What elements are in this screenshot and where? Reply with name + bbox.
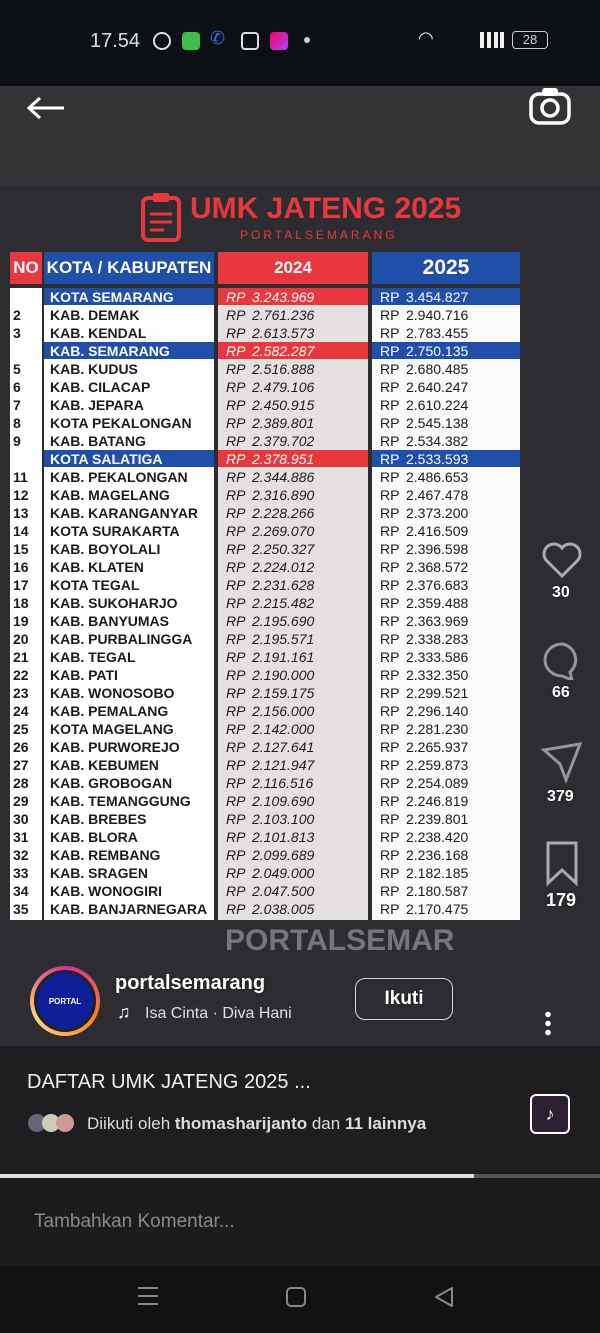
table-row [8, 378, 528, 396]
row-number: 18 [13, 595, 29, 611]
rp-label-2024: RP [226, 649, 246, 665]
battery-icon: 28 [512, 31, 548, 49]
value-2024: 2.195.690 [252, 613, 315, 629]
value-2025: 2.338.283 [406, 631, 469, 647]
table-row [8, 486, 528, 504]
header-2025: 2025 [372, 252, 520, 284]
table-row [8, 702, 528, 720]
value-2025: 2.359.488 [406, 595, 469, 611]
rp-label-2024: RP [226, 847, 246, 863]
watermark: PORTALSEMAR [225, 924, 455, 957]
value-2024: 2.121.947 [252, 757, 315, 773]
row-name: KAB. KARANGANYAR [50, 505, 199, 521]
value-2025: 2.368.572 [406, 559, 469, 575]
row-number: 5 [13, 361, 21, 377]
value-2024: 2.269.070 [252, 523, 315, 539]
value-2025: 2.416.509 [406, 523, 469, 539]
dot-icon [304, 37, 310, 43]
row-name: KAB. REMBANG [50, 847, 161, 863]
row-name: KAB. SRAGEN [50, 865, 149, 881]
rp-label-2025: RP [380, 775, 400, 791]
rp-label-2025: RP [380, 379, 400, 395]
row-number: 14 [13, 523, 29, 539]
home-square-icon[interactable] [285, 1286, 307, 1308]
rp-label-2024: RP [226, 487, 246, 503]
avatar[interactable] [30, 966, 100, 1036]
row-number: 13 [13, 505, 29, 521]
row-number: 24 [13, 703, 29, 719]
umk-table [8, 248, 528, 922]
rp-label-2025: RP [380, 523, 400, 539]
rp-label-2024: RP [226, 901, 246, 917]
music-note-icon: ♫ [117, 1002, 131, 1022]
value-2025: 2.940.716 [406, 307, 469, 323]
rp-label-2024: RP [226, 325, 246, 341]
rp-label-2024: RP [226, 793, 246, 809]
row-number: 11 [13, 469, 28, 485]
rp-label-2024: RP [226, 595, 246, 611]
rp-label-2025: RP [380, 505, 400, 521]
table-row [8, 756, 528, 774]
value-2024: 2.049.000 [252, 865, 315, 881]
value-2024: 2.103.100 [252, 811, 315, 827]
rp-label-2025: RP [380, 649, 400, 665]
value-2024: 2.116.516 [252, 775, 314, 791]
followed-by[interactable] [87, 1114, 426, 1134]
rp-label-2024: RP [226, 577, 246, 593]
rp-label-2025: RP [380, 739, 400, 755]
value-2024: 2.109.690 [252, 793, 315, 809]
row-number: 33 [13, 865, 29, 881]
rp-label-2024: RP [226, 343, 246, 359]
row-name: KAB. SEMARANG [50, 343, 170, 359]
row-number: 22 [13, 667, 29, 683]
value-2024: 2.038.005 [252, 901, 315, 917]
row-name: KAB. WONOGIRI [50, 883, 162, 899]
value-2025: 2.332.350 [406, 667, 469, 683]
rp-label-2025: RP [380, 325, 400, 341]
rp-label-2024: RP [226, 307, 246, 323]
row-number: 34 [13, 883, 29, 899]
row-number: 32 [13, 847, 29, 863]
table-row [8, 594, 528, 612]
rp-label-2025: RP [380, 865, 400, 881]
value-2024: 2.142.000 [252, 721, 315, 737]
rp-label-2025: RP [380, 289, 400, 305]
rp-label-2025: RP [380, 397, 400, 413]
followed-count: 11 lainnya [344, 1114, 427, 1133]
table-row [8, 360, 528, 378]
value-2024: 2.613.573 [252, 325, 315, 341]
value-2024: 2.389.801 [252, 415, 315, 431]
value-2025: 2.396.598 [406, 541, 469, 557]
value-2024: 2.215.482 [252, 595, 315, 611]
row-name: KAB. BLORA [50, 829, 138, 845]
rp-label-2025: RP [380, 685, 400, 701]
row-number: 16 [13, 559, 29, 575]
arrow-left-icon[interactable] [26, 96, 66, 120]
value-2025: 2.783.455 [406, 325, 469, 341]
rp-label-2024: RP [226, 631, 246, 647]
comment-input[interactable] [20, 1204, 580, 1240]
row-name: KOTA PEKALONGAN [50, 415, 192, 431]
rp-label-2024: RP [226, 613, 246, 629]
table-row [8, 540, 528, 558]
row-name: KAB. DEMAK [50, 307, 140, 323]
bookmark-icon[interactable] [544, 840, 580, 886]
table-row [8, 558, 528, 576]
value-2025: 2.182.185 [406, 865, 469, 881]
comment-icon[interactable] [540, 640, 584, 680]
row-name: KAB. PURBALINGGA [50, 631, 193, 647]
table-row [8, 324, 528, 342]
value-2024: 2.099.689 [252, 847, 315, 863]
row-name: KAB. JEPARA [50, 397, 144, 413]
rp-label-2025: RP [380, 721, 400, 737]
rp-label-2024: RP [226, 667, 246, 683]
table-row [8, 882, 528, 900]
rp-label-2025: RP [380, 433, 400, 449]
value-2024: 2.516.888 [252, 361, 315, 377]
value-2025: 2.239.801 [406, 811, 469, 827]
clipboard-icon [140, 192, 184, 242]
rp-label-2024: RP [226, 469, 246, 485]
table-row [8, 306, 528, 324]
music-info[interactable]: Isa Cinta · Diva Hani [145, 1005, 292, 1022]
row-name: KAB. BREBES [50, 811, 147, 827]
value-2025: 2.533.593 [406, 451, 469, 467]
clock: 17.54 [90, 30, 141, 52]
value-2024: 2.047.500 [252, 883, 315, 899]
row-name: KAB. CILACAP [50, 379, 151, 395]
value-2025: 2.299.521 [406, 685, 469, 701]
row-name: KAB. PEKALONGAN [50, 469, 188, 485]
row-name: KAB. KEBUMEN [50, 757, 159, 773]
row-name: KAB. TEGAL [50, 649, 136, 665]
app-bar [0, 86, 600, 186]
value-2025: 2.281.230 [406, 721, 469, 737]
row-number: 31 [13, 829, 29, 845]
value-2024: 2.228.266 [252, 505, 315, 521]
instagram-icon [241, 32, 259, 50]
row-name: KAB. MAGELANG [50, 487, 170, 503]
value-2025: 2.640.247 [406, 379, 469, 395]
row-number: 28 [13, 775, 29, 791]
rp-label-2024: RP [226, 829, 246, 845]
table-row [8, 288, 528, 306]
rp-label-2025: RP [380, 613, 400, 629]
follow-button[interactable]: Ikuti [355, 978, 453, 1020]
row-name: KOTA SALATIGA [50, 451, 163, 467]
value-2024: 2.224.012 [252, 559, 315, 575]
row-number: 10 [13, 451, 29, 467]
wifi-icon: ◠ [418, 28, 434, 48]
camera-icon[interactable] [528, 86, 572, 126]
rp-label-2024: RP [226, 451, 246, 467]
row-name: KAB. SUKOHARJO [50, 595, 178, 611]
table-row [8, 450, 528, 468]
value-2024: 2.159.175 [252, 685, 315, 701]
table-row [8, 684, 528, 702]
rp-label-2025: RP [380, 883, 400, 899]
value-2024: 2.101.813 [252, 829, 315, 845]
row-number: 17 [13, 577, 29, 593]
rp-label-2025: RP [380, 415, 400, 431]
value-2024: 2.344.886 [252, 469, 315, 485]
table-row [8, 792, 528, 810]
table-row [8, 666, 528, 684]
row-name: KAB. BANYUMAS [50, 613, 169, 629]
row-number: 27 [13, 757, 29, 773]
value-2025: 2.236.168 [406, 847, 469, 863]
username[interactable]: portalsemarang [115, 972, 266, 994]
value-2025: 2.259.873 [406, 757, 469, 773]
row-name: KAB. BATANG [50, 433, 146, 449]
table-row [8, 648, 528, 666]
table-row [8, 432, 528, 450]
signal-icon [480, 32, 504, 48]
table-row [8, 414, 528, 432]
shop-app-icon [182, 32, 200, 50]
row-name: KOTA MAGELANG [50, 721, 174, 737]
row-name: KAB. PURWOREJO [50, 739, 180, 755]
rp-label-2025: RP [380, 847, 400, 863]
value-2025: 2.333.586 [406, 649, 469, 665]
rp-label-2024: RP [226, 775, 246, 791]
table-row [8, 720, 528, 738]
rp-label-2024: RP [226, 685, 246, 701]
share-icon[interactable] [540, 740, 584, 784]
avatar-logo: PORTAL [34, 970, 96, 1032]
rp-label-2025: RP [380, 307, 400, 323]
rp-label-2024: RP [226, 559, 246, 575]
row-name: KOTA SEMARANG [50, 289, 174, 305]
rp-label-2024: RP [226, 433, 246, 449]
row-number: 9 [13, 433, 21, 449]
value-2024: 2.250.327 [252, 541, 315, 557]
value-2024: 2.191.161 [252, 649, 315, 665]
value-2024: 2.156.000 [252, 703, 315, 719]
header-2024: 2024 [218, 252, 368, 284]
poster-title: UMK JATENG 2025 [190, 192, 462, 225]
rp-label-2024: RP [226, 739, 246, 755]
row-number: 1 [13, 289, 21, 305]
phone-icon: ✆ [210, 28, 226, 48]
rp-label-2024: RP [226, 361, 246, 377]
share-count: 379 [547, 788, 574, 805]
poster-subtitle: PORTALSEMARANG [240, 228, 398, 242]
more-options-icon[interactable] [545, 1010, 551, 1036]
table-row [8, 396, 528, 414]
table-row [8, 342, 528, 360]
rp-label-2024: RP [226, 865, 246, 881]
row-number: 6 [13, 379, 21, 395]
rp-label-2024: RP [226, 757, 246, 773]
rp-label-2025: RP [380, 487, 400, 503]
row-number: 26 [13, 739, 29, 755]
row-name: KAB. KENDAL [50, 325, 147, 341]
row-name: KAB. BOYOLALI [50, 541, 161, 557]
nav-bar [0, 1266, 600, 1333]
rp-label-2024: RP [226, 523, 246, 539]
followed-mid: dan [307, 1114, 345, 1133]
value-2024: 2.195.571 [252, 631, 315, 647]
rp-label-2024: RP [226, 541, 246, 557]
rp-label-2025: RP [380, 469, 400, 485]
table-row [8, 738, 528, 756]
row-number: 15 [13, 541, 29, 557]
rp-label-2025: RP [380, 811, 400, 827]
row-number: 30 [13, 811, 29, 827]
rp-label-2025: RP [380, 901, 400, 917]
value-2025: 2.680.485 [406, 361, 469, 377]
row-name: KOTA TEGAL [50, 577, 140, 593]
table-row [8, 810, 528, 828]
row-name: KAB. PEMALANG [50, 703, 169, 719]
row-name: KAB. BANJARNEGARA [50, 901, 208, 917]
rp-label-2025: RP [380, 559, 400, 575]
heart-icon[interactable] [540, 540, 584, 580]
status-bar [0, 0, 600, 86]
value-2024: 2.761.236 [252, 307, 315, 323]
rp-label-2025: RP [380, 361, 400, 377]
value-2025: 2.296.140 [406, 703, 469, 719]
value-2024: 2.316.890 [252, 487, 315, 503]
row-name: KAB. GROBOGAN [50, 775, 173, 791]
caption[interactable]: DAFTAR UMK JATENG 2025 ... [27, 1071, 311, 1093]
row-number: 25 [13, 721, 29, 737]
music-thumbnail[interactable]: ♪ [530, 1094, 570, 1134]
rp-label-2025: RP [380, 541, 400, 557]
table-row [8, 522, 528, 540]
rp-label-2024: RP [226, 289, 246, 305]
rp-label-2024: RP [226, 415, 246, 431]
followed-prefix: Diikuti oleh [87, 1114, 175, 1133]
rp-label-2024: RP [226, 721, 246, 737]
rp-label-2025: RP [380, 343, 400, 359]
value-2025: 2.180.587 [406, 883, 469, 899]
rp-label-2025: RP [380, 667, 400, 683]
rp-label-2025: RP [380, 829, 400, 845]
rp-label-2025: RP [380, 595, 400, 611]
value-2025: 2.246.819 [406, 793, 469, 809]
rp-label-2024: RP [226, 397, 246, 413]
row-number: 35 [13, 901, 29, 917]
rp-label-2025: RP [380, 703, 400, 719]
row-name: KAB. KUDUS [50, 361, 138, 377]
table-row [8, 900, 528, 918]
value-2025: 3.454.827 [406, 289, 469, 305]
table-row [8, 630, 528, 648]
row-number: 19 [13, 613, 29, 629]
row-number: 2 [13, 307, 21, 323]
value-2024: 3.243.969 [252, 289, 315, 305]
rp-label-2025: RP [380, 451, 400, 467]
value-2025: 2.467.478 [406, 487, 469, 503]
rp-label-2024: RP [226, 811, 246, 827]
value-2025: 2.363.969 [406, 613, 469, 629]
followed-user: thomasharijanto [174, 1114, 308, 1133]
rp-label-2025: RP [380, 631, 400, 647]
table-row [8, 612, 528, 630]
value-2025: 2.534.382 [406, 433, 469, 449]
rp-label-2024: RP [226, 505, 246, 521]
comment-bar [0, 1178, 600, 1266]
value-2024: 2.127.641 [252, 739, 315, 755]
table-row [8, 774, 528, 792]
row-number: 3 [13, 325, 21, 341]
app-icon [270, 32, 288, 50]
rp-label-2024: RP [226, 883, 246, 899]
value-2024: 2.231.628 [252, 577, 315, 593]
value-2025: 2.170.475 [406, 901, 469, 917]
header-kota: KOTA / KABUPATEN [44, 252, 214, 284]
value-2024: 2.190.000 [252, 667, 315, 683]
header-no: NO [10, 252, 42, 284]
value-2025: 2.254.089 [406, 775, 469, 791]
row-name: KAB. WONOSOBO [50, 685, 175, 701]
follower-avatars [28, 1114, 76, 1132]
value-2024: 2.479.106 [252, 379, 315, 395]
table-row [8, 846, 528, 864]
row-number: 23 [13, 685, 29, 701]
rp-label-2024: RP [226, 703, 246, 719]
value-2024: 2.378.951 [252, 451, 315, 467]
back-triangle-icon[interactable] [433, 1286, 455, 1308]
reel-info [0, 1046, 600, 1176]
table-row [8, 864, 528, 882]
row-number: 4 [13, 343, 21, 359]
row-name: KAB. KLATEN [50, 559, 144, 575]
value-2024: 2.582.287 [252, 343, 315, 359]
rp-label-2025: RP [380, 577, 400, 593]
row-name: KAB. TEMANGGUNG [50, 793, 191, 809]
table-row [8, 468, 528, 486]
table-row [8, 504, 528, 522]
value-2025: 2.238.420 [406, 829, 469, 845]
row-name: KOTA SURAKARTA [50, 523, 180, 539]
row-number: 29 [13, 793, 29, 809]
row-number: 20 [13, 631, 29, 647]
value-2025: 2.376.683 [406, 577, 469, 593]
value-2025: 2.486.653 [406, 469, 469, 485]
rp-label-2024: RP [226, 379, 246, 395]
value-2025: 2.545.138 [406, 415, 469, 431]
value-2025: 2.610.224 [406, 397, 469, 413]
table-row [8, 576, 528, 594]
business-chat-icon [153, 32, 171, 50]
comment-count: 66 [552, 684, 570, 701]
rp-label-2025: RP [380, 757, 400, 773]
value-2025: 2.750.135 [406, 343, 469, 359]
value-2024: 2.450.915 [252, 397, 315, 413]
table-row [8, 828, 528, 846]
row-number: 12 [13, 487, 29, 503]
value-2024: 2.379.702 [252, 433, 315, 449]
menu-icon[interactable] [137, 1286, 159, 1306]
value-2025: 2.373.200 [406, 505, 469, 521]
row-number: 21 [13, 649, 29, 665]
row-number: 8 [13, 415, 21, 431]
row-name: KAB. PATI [50, 667, 118, 683]
value-2025: 2.265.937 [406, 739, 469, 755]
row-number: 7 [13, 397, 21, 413]
like-count: 30 [552, 584, 570, 601]
save-count: 179 [546, 890, 577, 910]
rp-label-2025: RP [380, 793, 400, 809]
